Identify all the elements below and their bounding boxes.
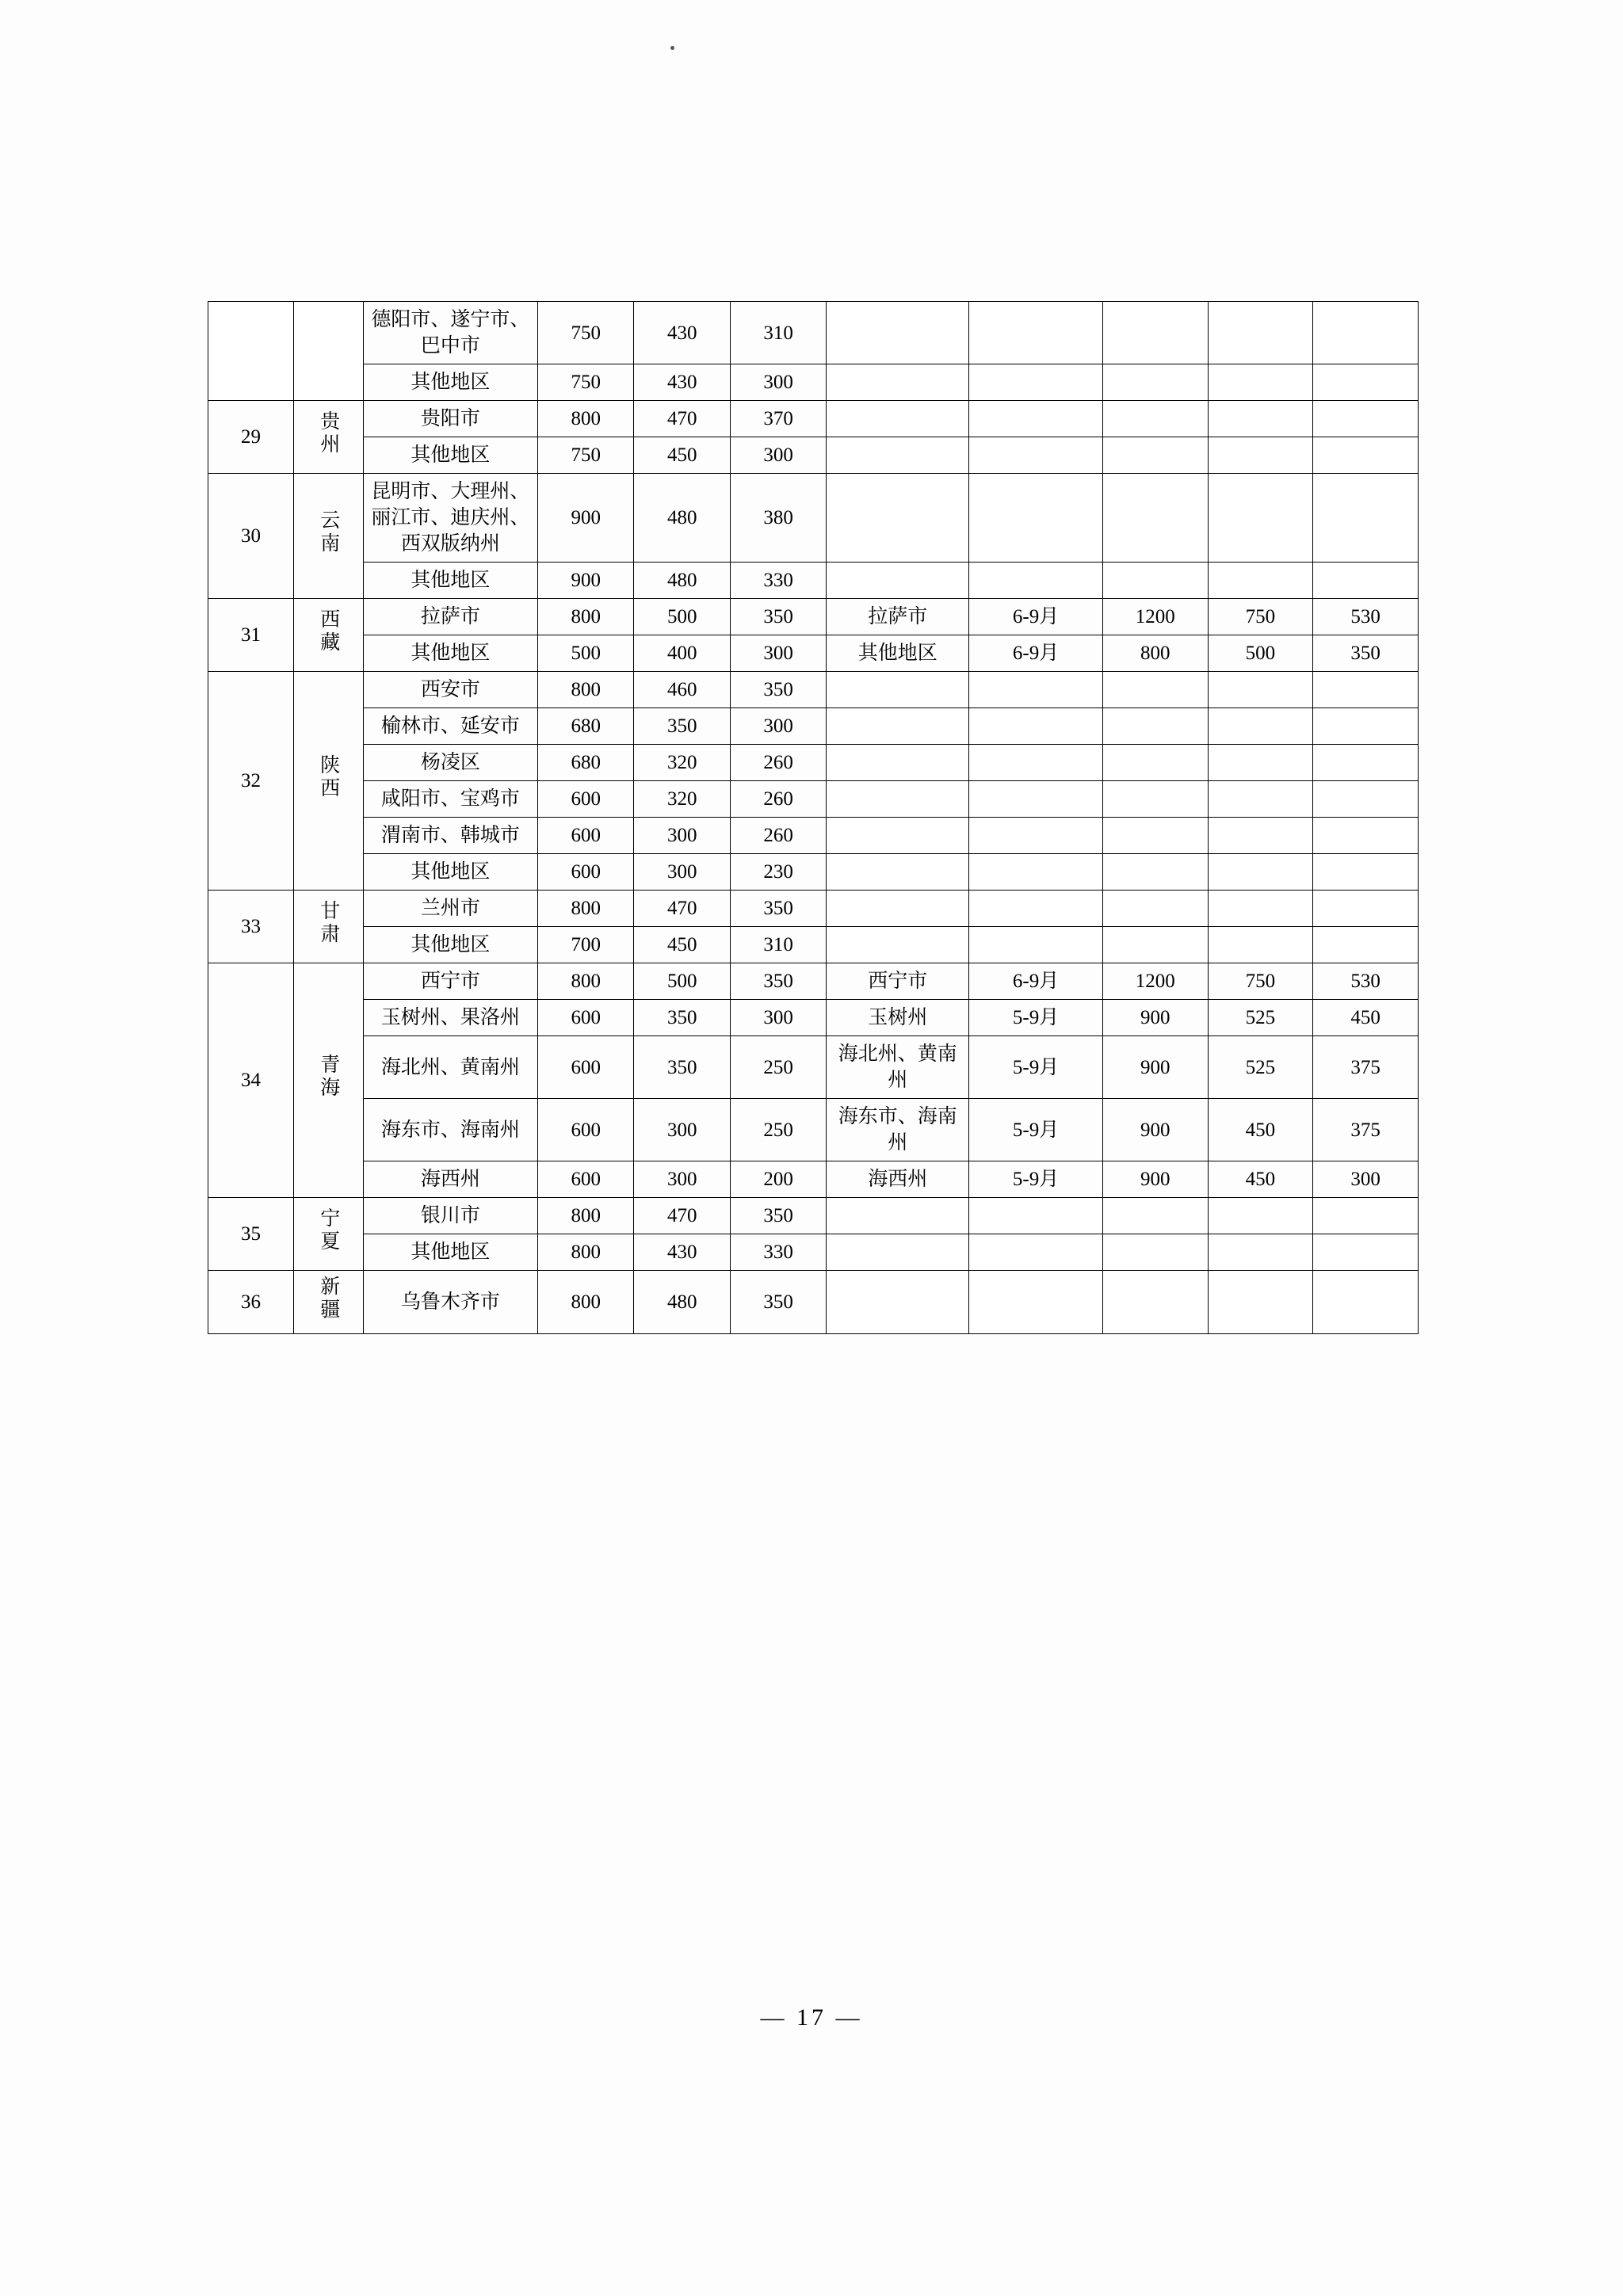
cell-transport-fee: 330 — [730, 563, 826, 599]
province-label: 云南 — [317, 509, 339, 555]
cell-peak-meal-fee — [1208, 927, 1313, 963]
cell-sequence-number: 35 — [208, 1198, 294, 1271]
cell-transport-fee: 260 — [730, 781, 826, 818]
cell-peak-transport-fee: 530 — [1313, 963, 1419, 1000]
table-row — [208, 1198, 1419, 1234]
cell-transport-fee: 350 — [730, 599, 826, 635]
cell-region: 贵阳市 — [363, 401, 537, 437]
cell-peak-meal-fee: 750 — [1208, 963, 1313, 1000]
cell-peak-lodging-fee — [1102, 364, 1208, 401]
cell-lodging-fee: 680 — [538, 745, 634, 781]
cell-lodging-fee: 900 — [538, 563, 634, 599]
cell-region-peak — [827, 818, 969, 854]
cell-lodging-fee: 800 — [538, 672, 634, 708]
cell-region: 玉树州、果洛州 — [363, 1000, 537, 1036]
cell-peak-meal-fee — [1208, 1271, 1313, 1334]
cell-lodging-fee: 800 — [538, 1198, 634, 1234]
cell-peak-transport-fee — [1313, 1271, 1419, 1334]
cell-peak-transport-fee — [1313, 672, 1419, 708]
table-row — [208, 891, 1419, 927]
cell-meal-fee: 450 — [634, 437, 730, 474]
cell-meal-fee: 430 — [634, 302, 730, 364]
cell-region: 其他地区 — [363, 635, 537, 672]
cell-lodging-fee: 900 — [538, 474, 634, 563]
table-row — [208, 927, 1419, 963]
table-row — [208, 1234, 1419, 1271]
cell-peak-lodging-fee — [1102, 672, 1208, 708]
cell-region-peak: 海西州 — [827, 1161, 969, 1198]
cell-sequence-number: 32 — [208, 672, 294, 891]
cell-region: 乌鲁木齐市 — [363, 1271, 537, 1334]
cell-lodging-fee: 700 — [538, 927, 634, 963]
cell-transport-fee: 300 — [730, 708, 826, 745]
cell-peak-transport-fee — [1313, 401, 1419, 437]
cell-peak-lodging-fee — [1102, 302, 1208, 364]
cell-peak-lodging-fee: 1200 — [1102, 963, 1208, 1000]
cell-meal-fee: 320 — [634, 745, 730, 781]
cell-peak-transport-fee: 375 — [1313, 1036, 1419, 1099]
cell-transport-fee: 200 — [730, 1161, 826, 1198]
cell-peak-months — [969, 474, 1103, 563]
cell-peak-transport-fee — [1313, 364, 1419, 401]
cell-peak-meal-fee — [1208, 1198, 1313, 1234]
cell-region: 海北州、黄南州 — [363, 1036, 537, 1099]
cell-province — [293, 963, 363, 1198]
cell-meal-fee: 500 — [634, 963, 730, 1000]
cell-meal-fee: 500 — [634, 599, 730, 635]
cell-lodging-fee: 500 — [538, 635, 634, 672]
cell-peak-months — [969, 927, 1103, 963]
cell-meal-fee: 470 — [634, 401, 730, 437]
cell-region-peak: 海东市、海南州 — [827, 1099, 969, 1161]
cell-peak-meal-fee — [1208, 474, 1313, 563]
cell-peak-lodging-fee: 800 — [1102, 635, 1208, 672]
cell-meal-fee: 350 — [634, 708, 730, 745]
table-row — [208, 854, 1419, 891]
cell-peak-months — [969, 781, 1103, 818]
cell-sequence-number: 33 — [208, 891, 294, 963]
cell-peak-lodging-fee: 900 — [1102, 1161, 1208, 1198]
cell-province — [293, 1198, 363, 1271]
cell-lodging-fee: 600 — [538, 1036, 634, 1099]
cell-region-peak: 其他地区 — [827, 635, 969, 672]
cell-peak-meal-fee — [1208, 891, 1313, 927]
cell-meal-fee: 350 — [634, 1036, 730, 1099]
cell-peak-transport-fee — [1313, 474, 1419, 563]
cell-region-peak — [827, 563, 969, 599]
cell-peak-lodging-fee: 900 — [1102, 1000, 1208, 1036]
cell-peak-months — [969, 891, 1103, 927]
cell-meal-fee: 480 — [634, 474, 730, 563]
cell-region: 杨凌区 — [363, 745, 537, 781]
cell-peak-meal-fee — [1208, 364, 1313, 401]
table-row — [208, 1036, 1419, 1099]
cell-region-peak — [827, 401, 969, 437]
cell-peak-meal-fee: 525 — [1208, 1036, 1313, 1099]
cell-transport-fee: 250 — [730, 1099, 826, 1161]
cell-lodging-fee: 600 — [538, 1099, 634, 1161]
cell-peak-transport-fee — [1313, 563, 1419, 599]
cell-peak-transport-fee — [1313, 1198, 1419, 1234]
cell-peak-months — [969, 563, 1103, 599]
cell-meal-fee: 430 — [634, 364, 730, 401]
cell-peak-lodging-fee — [1102, 891, 1208, 927]
cell-peak-transport-fee: 350 — [1313, 635, 1419, 672]
cell-peak-lodging-fee — [1102, 708, 1208, 745]
cell-peak-months: 5-9月 — [969, 1099, 1103, 1161]
cell-peak-transport-fee — [1313, 708, 1419, 745]
table-row — [208, 599, 1419, 635]
cell-region-peak — [827, 854, 969, 891]
cell-sequence-number: 36 — [208, 1271, 294, 1334]
cell-region: 昆明市、大理州、丽江市、迪庆州、西双版纳州 — [363, 474, 537, 563]
cell-peak-months — [969, 708, 1103, 745]
cell-meal-fee: 480 — [634, 563, 730, 599]
allowance-table — [208, 301, 1419, 1334]
table-row — [208, 745, 1419, 781]
cell-peak-lodging-fee — [1102, 745, 1208, 781]
cell-peak-meal-fee: 450 — [1208, 1099, 1313, 1161]
cell-peak-meal-fee — [1208, 708, 1313, 745]
cell-transport-fee: 350 — [730, 963, 826, 1000]
cell-lodging-fee: 600 — [538, 818, 634, 854]
cell-lodging-fee: 750 — [538, 364, 634, 401]
cell-region: 其他地区 — [363, 563, 537, 599]
cell-peak-lodging-fee — [1102, 1198, 1208, 1234]
cell-peak-lodging-fee: 900 — [1102, 1099, 1208, 1161]
cell-sequence-number-empty — [208, 302, 294, 401]
cell-peak-months: 5-9月 — [969, 1036, 1103, 1099]
cell-region-peak — [827, 745, 969, 781]
cell-transport-fee: 260 — [730, 745, 826, 781]
cell-province — [293, 891, 363, 963]
cell-peak-meal-fee — [1208, 401, 1313, 437]
cell-peak-transport-fee — [1313, 437, 1419, 474]
cell-transport-fee: 370 — [730, 401, 826, 437]
cell-peak-months — [969, 745, 1103, 781]
cell-peak-transport-fee — [1313, 302, 1419, 364]
cell-province — [293, 672, 363, 891]
province-label: 青海 — [317, 1054, 339, 1100]
cell-peak-months — [969, 401, 1103, 437]
cell-peak-meal-fee — [1208, 437, 1313, 474]
table-row — [208, 1099, 1419, 1161]
cell-peak-months: 5-9月 — [969, 1161, 1103, 1198]
table-row — [208, 364, 1419, 401]
cell-sequence-number: 30 — [208, 474, 294, 599]
cell-region-peak: 拉萨市 — [827, 599, 969, 635]
cell-peak-months: 6-9月 — [969, 599, 1103, 635]
cell-meal-fee: 300 — [634, 1099, 730, 1161]
cell-transport-fee: 300 — [730, 364, 826, 401]
cell-peak-months — [969, 302, 1103, 364]
province-label: 陕西 — [317, 754, 339, 800]
table-row — [208, 635, 1419, 672]
cell-province — [293, 599, 363, 672]
page-number: — 17 — — [760, 2004, 863, 2031]
cell-transport-fee: 250 — [730, 1036, 826, 1099]
cell-transport-fee: 350 — [730, 1271, 826, 1334]
cell-transport-fee: 310 — [730, 927, 826, 963]
cell-region-peak — [827, 927, 969, 963]
cell-region: 银川市 — [363, 1198, 537, 1234]
cell-transport-fee: 260 — [730, 818, 826, 854]
cell-lodging-fee: 600 — [538, 1161, 634, 1198]
cell-peak-months: 6-9月 — [969, 963, 1103, 1000]
cell-region-peak — [827, 708, 969, 745]
cell-peak-meal-fee — [1208, 818, 1313, 854]
cell-meal-fee: 450 — [634, 927, 730, 963]
cell-peak-transport-fee — [1313, 927, 1419, 963]
table-row — [208, 818, 1419, 854]
cell-peak-meal-fee — [1208, 781, 1313, 818]
cell-lodging-fee: 750 — [538, 302, 634, 364]
cell-transport-fee: 300 — [730, 1000, 826, 1036]
cell-peak-months — [969, 1271, 1103, 1334]
cell-region: 西安市 — [363, 672, 537, 708]
cell-meal-fee: 320 — [634, 781, 730, 818]
cell-region-peak: 海北州、黄南州 — [827, 1036, 969, 1099]
cell-meal-fee: 300 — [634, 818, 730, 854]
cell-transport-fee: 350 — [730, 672, 826, 708]
table-row — [208, 672, 1419, 708]
cell-peak-transport-fee — [1313, 818, 1419, 854]
cell-region-peak — [827, 891, 969, 927]
cell-region-peak: 西宁市 — [827, 963, 969, 1000]
cell-meal-fee: 300 — [634, 854, 730, 891]
table-row — [208, 1271, 1419, 1334]
cell-lodging-fee: 600 — [538, 1000, 634, 1036]
cell-peak-meal-fee: 750 — [1208, 599, 1313, 635]
cell-peak-months — [969, 1198, 1103, 1234]
cell-peak-meal-fee: 500 — [1208, 635, 1313, 672]
table-row — [208, 474, 1419, 563]
cell-peak-meal-fee — [1208, 302, 1313, 364]
cell-meal-fee: 350 — [634, 1000, 730, 1036]
cell-lodging-fee: 800 — [538, 963, 634, 1000]
cell-peak-transport-fee — [1313, 745, 1419, 781]
table-body — [208, 302, 1419, 1334]
cell-region: 西宁市 — [363, 963, 537, 1000]
cell-region-peak — [827, 437, 969, 474]
cell-peak-transport-fee — [1313, 781, 1419, 818]
cell-peak-lodging-fee — [1102, 401, 1208, 437]
table-row — [208, 708, 1419, 745]
cell-peak-transport-fee — [1313, 1234, 1419, 1271]
table-row — [208, 963, 1419, 1000]
cell-peak-lodging-fee: 1200 — [1102, 599, 1208, 635]
cell-region: 拉萨市 — [363, 599, 537, 635]
cell-region: 其他地区 — [363, 437, 537, 474]
cell-transport-fee: 300 — [730, 635, 826, 672]
table-row — [208, 437, 1419, 474]
cell-peak-months — [969, 818, 1103, 854]
cell-lodging-fee: 800 — [538, 1271, 634, 1334]
cell-peak-months: 5-9月 — [969, 1000, 1103, 1036]
table-row — [208, 563, 1419, 599]
cell-region: 其他地区 — [363, 364, 537, 401]
cell-transport-fee: 380 — [730, 474, 826, 563]
cell-transport-fee: 230 — [730, 854, 826, 891]
cell-lodging-fee: 800 — [538, 1234, 634, 1271]
cell-peak-transport-fee — [1313, 891, 1419, 927]
cell-province-empty — [293, 302, 363, 401]
cell-lodging-fee: 600 — [538, 781, 634, 818]
cell-peak-transport-fee: 300 — [1313, 1161, 1419, 1198]
cell-meal-fee: 400 — [634, 635, 730, 672]
cell-lodging-fee: 800 — [538, 401, 634, 437]
cell-peak-meal-fee: 450 — [1208, 1161, 1313, 1198]
cell-peak-lodging-fee — [1102, 781, 1208, 818]
cell-transport-fee: 310 — [730, 302, 826, 364]
cell-meal-fee: 470 — [634, 1198, 730, 1234]
cell-peak-lodging-fee — [1102, 563, 1208, 599]
page-mark-dot — [670, 46, 674, 50]
cell-region: 其他地区 — [363, 927, 537, 963]
cell-meal-fee: 460 — [634, 672, 730, 708]
table-row — [208, 401, 1419, 437]
province-label: 宁夏 — [317, 1207, 339, 1253]
cell-peak-months — [969, 854, 1103, 891]
cell-peak-transport-fee: 530 — [1313, 599, 1419, 635]
cell-peak-meal-fee — [1208, 745, 1313, 781]
cell-peak-meal-fee — [1208, 1234, 1313, 1271]
cell-lodging-fee: 600 — [538, 854, 634, 891]
cell-peak-lodging-fee — [1102, 437, 1208, 474]
cell-region: 海东市、海南州 — [363, 1099, 537, 1161]
cell-region-peak — [827, 1271, 969, 1334]
cell-region: 渭南市、韩城市 — [363, 818, 537, 854]
province-label: 贵州 — [317, 410, 339, 456]
cell-province — [293, 401, 363, 474]
cell-province — [293, 1271, 363, 1334]
cell-peak-lodging-fee — [1102, 1271, 1208, 1334]
table-row — [208, 1000, 1419, 1036]
cell-lodging-fee: 680 — [538, 708, 634, 745]
cell-sequence-number: 34 — [208, 963, 294, 1198]
cell-region-peak — [827, 1198, 969, 1234]
cell-region: 咸阳市、宝鸡市 — [363, 781, 537, 818]
cell-region: 海西州 — [363, 1161, 537, 1198]
cell-transport-fee: 350 — [730, 1198, 826, 1234]
cell-transport-fee: 300 — [730, 437, 826, 474]
cell-peak-lodging-fee — [1102, 818, 1208, 854]
cell-region-peak — [827, 364, 969, 401]
cell-peak-lodging-fee — [1102, 927, 1208, 963]
cell-meal-fee: 430 — [634, 1234, 730, 1271]
cell-meal-fee: 480 — [634, 1271, 730, 1334]
cell-peak-lodging-fee — [1102, 1234, 1208, 1271]
cell-peak-lodging-fee — [1102, 474, 1208, 563]
cell-region-peak — [827, 672, 969, 708]
cell-lodging-fee: 800 — [538, 599, 634, 635]
table-row — [208, 1161, 1419, 1198]
cell-lodging-fee: 750 — [538, 437, 634, 474]
province-label: 新疆 — [317, 1276, 339, 1322]
table-row — [208, 781, 1419, 818]
cell-sequence-number: 31 — [208, 599, 294, 672]
cell-peak-months: 6-9月 — [969, 635, 1103, 672]
cell-peak-meal-fee — [1208, 672, 1313, 708]
cell-peak-months — [969, 364, 1103, 401]
allowance-table-container — [208, 301, 1419, 1334]
cell-region-peak — [827, 474, 969, 563]
cell-transport-fee: 350 — [730, 891, 826, 927]
cell-peak-months — [969, 672, 1103, 708]
cell-peak-lodging-fee: 900 — [1102, 1036, 1208, 1099]
cell-region-peak — [827, 302, 969, 364]
cell-peak-meal-fee — [1208, 563, 1313, 599]
cell-peak-transport-fee — [1313, 854, 1419, 891]
cell-province — [293, 474, 363, 599]
cell-peak-months — [969, 1234, 1103, 1271]
cell-region-peak: 玉树州 — [827, 1000, 969, 1036]
cell-lodging-fee: 800 — [538, 891, 634, 927]
cell-meal-fee: 470 — [634, 891, 730, 927]
cell-peak-meal-fee — [1208, 854, 1313, 891]
cell-transport-fee: 330 — [730, 1234, 826, 1271]
cell-region-peak — [827, 1234, 969, 1271]
cell-region: 兰州市 — [363, 891, 537, 927]
cell-region: 榆林市、延安市 — [363, 708, 537, 745]
cell-region: 其他地区 — [363, 854, 537, 891]
province-label: 西藏 — [317, 608, 339, 654]
cell-meal-fee: 300 — [634, 1161, 730, 1198]
cell-peak-transport-fee: 450 — [1313, 1000, 1419, 1036]
cell-peak-meal-fee: 525 — [1208, 1000, 1313, 1036]
cell-region: 其他地区 — [363, 1234, 537, 1271]
cell-sequence-number: 29 — [208, 401, 294, 474]
cell-peak-lodging-fee — [1102, 854, 1208, 891]
cell-peak-transport-fee: 375 — [1313, 1099, 1419, 1161]
province-label: 甘肃 — [317, 900, 339, 946]
table-row — [208, 302, 1419, 364]
cell-region-peak — [827, 781, 969, 818]
cell-peak-months — [969, 437, 1103, 474]
cell-region: 德阳市、遂宁市、巴中市 — [363, 302, 537, 364]
